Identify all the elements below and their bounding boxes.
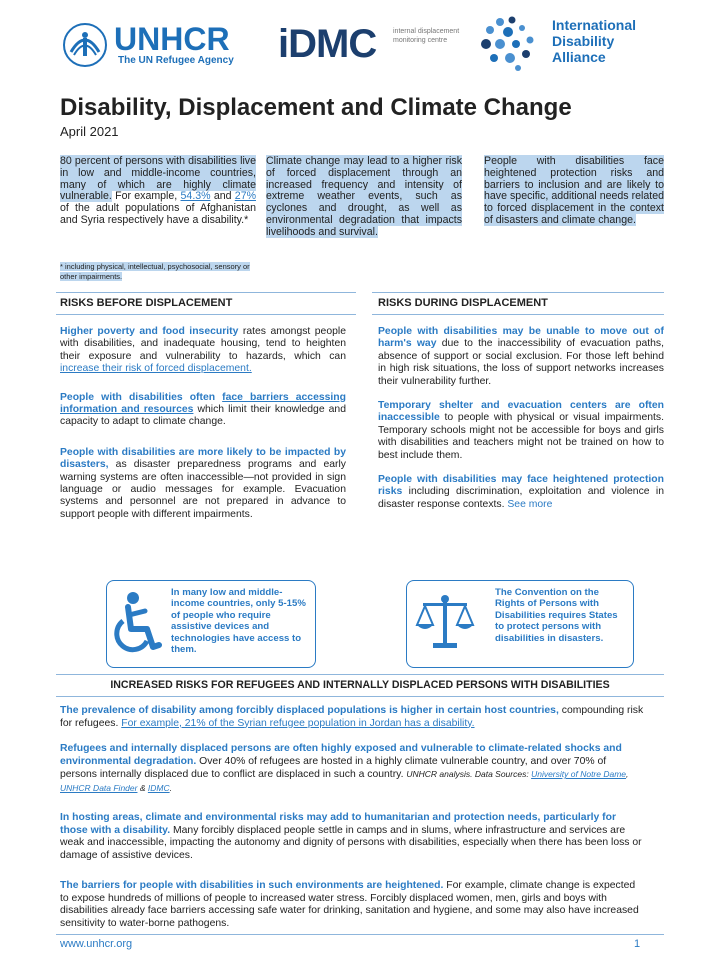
risks-during-heading: RISKS DURING DISPLACEMENT xyxy=(378,297,548,309)
increased-risks-heading: INCREASED RISKS FOR REFUGEES AND INTERNALLY DISPLACED PERSONS WITH DISABILITIES xyxy=(110,679,610,691)
intro-1-highlight: 80 percent of persons with disabilities live in low and middle-income countries, many of which are highly climate vulnerable. xyxy=(60,155,256,203)
forced-displacement-link[interactable]: increase their risk of forced displacement. xyxy=(60,363,252,375)
unhcr-emblem-icon xyxy=(62,22,108,68)
footer-divider xyxy=(56,934,664,935)
risks-during-column xyxy=(378,326,664,521)
divider xyxy=(56,292,356,293)
increased-p2: Refugees and internally displaced persons are often highly exposed and vulnerable to climate-related shocks and environmental degradation. Over 40% of refugees are hosted in a highly climate vulnerable country, and over 70% of persons internally displaced due to conflict are displaced in such a country. UNHCR analysis. Data Sources: University of Notre Dame, UNHCR Data Finder & IDMC. xyxy=(60,743,629,793)
intro-2-highlight: Climate change may lead to a higher risk of forced displacement xyxy=(266,155,462,179)
see-more-link[interactable]: See more xyxy=(507,498,553,510)
ida-wordmark: International Disability Alliance xyxy=(552,17,637,65)
risks-before-p1: Higher poverty and food insecurity rates amongst people with disabilities, and inadequate housing, tend to heighten their exposure and vulnerability to hazards, which can increase their risk of forced displacement. xyxy=(60,326,346,375)
intro-column-3: People with disabilities face heightened protection risks and barriers to inclusion and are likely to have specific, additional needs related to forced displacement in the context of disasters and climate change. xyxy=(484,155,664,226)
risks-before-column xyxy=(60,326,346,531)
unhcr-logo xyxy=(62,22,252,68)
assistive-devices-callout: In many low and middle-income countries, only 5-15% of people who require assistive devices and technologies have access to them. xyxy=(106,580,316,668)
risks-before-p2: People with disabilities often face barriers accessing information and resources which limit their knowledge and capacity to adapt to climate change. xyxy=(60,391,346,428)
risks-before-p3: People with disabilities are more likely to be impacted by disasters, as disaster preparedness programs and early warning systems are often inaccessible—not provided in sign language or audio messages for example. Evacuation systems and personnel are not prepared in advance to support people with different impairments. xyxy=(60,446,346,520)
risks-during-p3: People with disabilities may face heightened protection risks including discrimination, exploitation and violence in disaster response contexts. See more xyxy=(378,474,664,510)
divider xyxy=(372,292,664,293)
increased-p3: In hosting areas, climate and environmental risks may add to humanitarian and protection needs, particularly for those with a disability. Many forcibly displaced people settle in camps and in slums, where infrastructure and services are weak and inaccessible, impacting the autonomy and dignity of persons with disabilities, especially when there has been loss or damage of assistive devices. xyxy=(60,812,642,861)
increased-p4: The barriers for people with disabilities in such environments are heightened. For example, climate change is expected to expose hundreds of millions of people to increased water stress. Forcibly displaced women, men, girls and boys with disabilities already face barriers accessing safe water for drinking, sanitation and hygiene, and some may also have increased sensitivity to water-borne pathogens. xyxy=(60,880,639,929)
publication-date: April 2021 xyxy=(60,124,119,139)
crpd-callout: The Convention on the Rights of Persons with Disabilities requires States to protect persons with disabilities in disasters. xyxy=(406,580,634,668)
wheelchair-icon xyxy=(111,591,165,655)
risks-during-p2: Temporary shelter and evacuation centers are often inaccessible to people with physical or visual impairments. Temporary schools might not be accessible for boys and girls with disabilities and teachers might not be trained on how to best include them. xyxy=(378,400,664,461)
information-barriers-link[interactable]: face barriers accessing information and resources xyxy=(60,391,346,416)
idmc-wordmark: iDMC xyxy=(278,22,377,66)
increased-p1: The prevalence of disability among forcibly displaced populations is higher in certain host countries, compounding risk for refugees. For example, 21% of the Syrian refugee population in Jordan has a disability. xyxy=(60,705,644,729)
scales-of-justice-icon xyxy=(413,593,477,653)
divider xyxy=(372,314,664,315)
jordan-link[interactable]: For example, 21% of the Syrian refugee population in Jordan has a disability. xyxy=(121,717,475,729)
idmc-tagline: internal displacement monitoring centre xyxy=(393,28,460,44)
intro-column-1: 80 percent of persons with disabilities live in low and middle-income countries, many of which are highly climate vulnerable. For example, 54.3% and 27% of the adult populations of Afghanistan and Syria respectively have a disability.* xyxy=(60,155,256,226)
unhcr-data-finder-link[interactable]: UNHCR Data Finder xyxy=(60,782,138,793)
syria-link[interactable]: 27% xyxy=(234,190,256,203)
page-number: 1 xyxy=(634,938,641,950)
intro-3-highlight: People with disabilities face heightened protection risks and barriers to inclusion xyxy=(484,155,664,191)
page-title: Disability, Displacement and Climate Change xyxy=(60,94,572,121)
notre-dame-link[interactable]: University of Notre Dame xyxy=(531,769,627,780)
ida-logo xyxy=(478,16,658,72)
divider xyxy=(56,314,356,315)
ida-dots-icon xyxy=(478,16,546,72)
divider xyxy=(56,696,664,697)
footnote: * including physical, intellectual, psychosocial, sensory or other impairments. xyxy=(60,262,250,281)
afghanistan-link[interactable]: 54.3% xyxy=(180,190,211,203)
footer-url[interactable]: www.unhcr.org xyxy=(60,938,133,950)
intro-column-2: Climate change may lead to a higher risk of forced displacement through an increased frequency and intensity of extreme weather events, such as cyclones and drought, as well as environmental degradation that impacts livelihoods and survival. xyxy=(266,155,462,238)
unhcr-tagline: The UN Refugee Agency xyxy=(118,55,234,66)
divider xyxy=(56,674,664,675)
risks-during-p1: People with disabilities may be unable to move out of harm's way due to the inaccessibility of evacuation paths, absence of support or social exclusion. For those left behind in high risk situations, the loss of support networks increases their vulnerability further. xyxy=(378,326,665,387)
risks-before-heading: RISKS BEFORE DISPLACEMENT xyxy=(60,297,233,309)
idmc-link[interactable]: IDMC xyxy=(147,782,170,793)
idmc-logo xyxy=(278,22,458,68)
unhcr-wordmark: UNHCR xyxy=(114,21,230,57)
